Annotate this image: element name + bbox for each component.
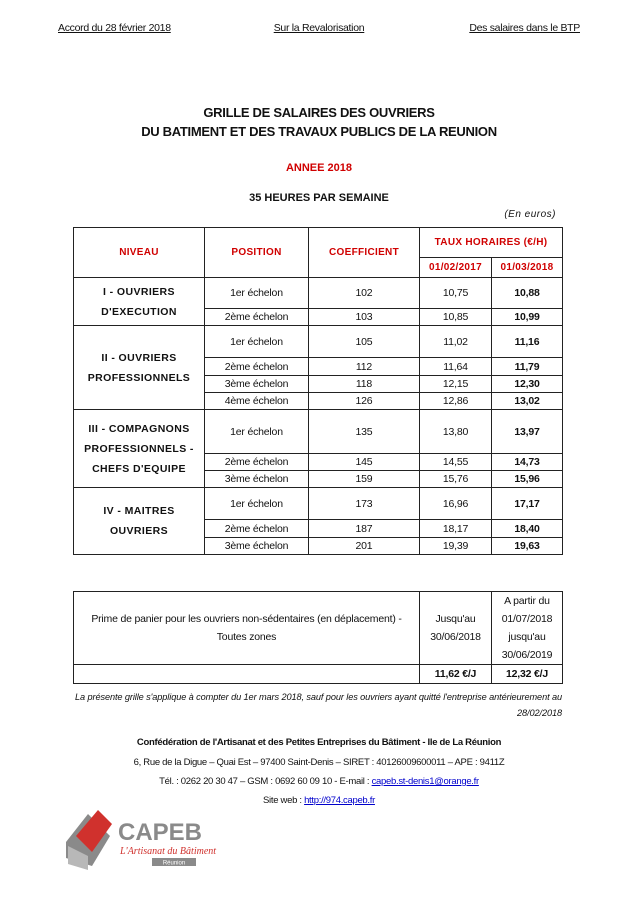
coef-cell: 145 xyxy=(309,454,420,471)
header-agreement-date: Accord du 28 février 2018 xyxy=(58,22,171,34)
col-niveau-header: NIVEAU xyxy=(74,228,205,278)
coef-cell: 159 xyxy=(309,471,420,488)
col-coefficient-header: COEFFICIENT xyxy=(309,228,420,278)
table-row xyxy=(74,326,563,358)
rate-2017-cell: 14,55 xyxy=(420,454,492,471)
coef-cell: 126 xyxy=(309,393,420,410)
prime-value-2: 12,32 €/J xyxy=(492,665,563,684)
application-note: La présente grille s'applique à compter du 1er mars 2018, sauf pour les ouvriers ayant quitté l'entreprise antérieurement au 28/02/2018 xyxy=(75,692,563,718)
footer-organization: Confédération de l'Artisanat et des Petites Entreprises du Bâtiment - Ile de La Réunion xyxy=(136,737,502,748)
year-label: ANNEE 2018 xyxy=(285,162,353,174)
footer-address: 6, Rue de la Digue – Quai Est – 97400 Saint-Denis – SIRET : 40126009600011 – APE : 9411Z xyxy=(133,757,505,768)
rate-2017-cell: 19,39 xyxy=(420,538,492,555)
position-cell: 3ème échelon xyxy=(205,376,309,393)
rate-2017-cell: 12,15 xyxy=(420,376,492,393)
rate-2018-cell: 13,97 xyxy=(492,410,563,454)
table-row xyxy=(74,488,563,520)
capeb-logo-mark-icon xyxy=(62,806,217,876)
coef-cell: 118 xyxy=(309,376,420,393)
prime-label: Prime de panier pour les ouvriers non-sédentaires (en déplacement) - Toutes zones xyxy=(74,592,420,665)
coef-cell: 201 xyxy=(309,538,420,555)
position-cell: 2ème échelon xyxy=(205,520,309,538)
rate-2018-cell: 11,79 xyxy=(492,358,563,376)
col-taux-header: TAUX HORAIRES (€/H) xyxy=(420,228,563,258)
prime-period-1: Jusqu'au 30/06/2018 xyxy=(420,592,492,665)
logo-name: CAPEB xyxy=(118,819,203,846)
rate-2017-cell: 16,96 xyxy=(420,488,492,520)
title-line-2: DU BATIMENT ET DES TRAVAUX PUBLICS DE LA REUNION xyxy=(141,124,497,139)
coef-cell: 103 xyxy=(309,309,420,326)
rate-2017-cell: 10,85 xyxy=(420,309,492,326)
position-cell: 2ème échelon xyxy=(205,309,309,326)
hours-label: 35 HEURES PAR SEMAINE xyxy=(249,192,389,204)
coef-cell: 102 xyxy=(309,278,420,309)
rate-2017-cell: 18,17 xyxy=(420,520,492,538)
position-cell: 1er échelon xyxy=(205,410,309,454)
position-cell: 2ème échelon xyxy=(205,358,309,376)
header-topic: Des salaires dans le BTP xyxy=(469,22,580,34)
logo-tagline: L'Artisanat du Bâtiment xyxy=(120,846,217,857)
salary-table xyxy=(73,227,563,555)
prime-value-1: 11,62 €/J xyxy=(420,665,492,684)
date-1-header: 01/02/2017 xyxy=(420,258,492,278)
website-label: Site web : xyxy=(263,795,305,806)
position-cell: 4ème échelon xyxy=(205,393,309,410)
level-cell: III - COMPAGNONS PROFESSIONNELS - CHEFS D'EQUIPE xyxy=(74,410,205,488)
rate-2018-cell: 11,16 xyxy=(492,326,563,358)
footer-contact xyxy=(0,776,638,787)
contact-text: Tél. : 0262 20 30 47 – GSM : 0692 60 09 10 - E-mail : xyxy=(159,776,372,787)
position-cell: 1er échelon xyxy=(205,326,309,358)
coef-cell: 187 xyxy=(309,520,420,538)
rate-2018-cell: 13,02 xyxy=(492,393,563,410)
header-subject: Sur la Revalorisation xyxy=(273,22,365,34)
capeb-logo xyxy=(62,806,217,876)
position-cell: 3ème échelon xyxy=(205,471,309,488)
rate-2018-cell: 12,30 xyxy=(492,376,563,393)
rate-2017-cell: 15,76 xyxy=(420,471,492,488)
coef-cell: 135 xyxy=(309,410,420,454)
prime-period-2: A partir du 01/07/2018 jusqu'au 30/06/2019 xyxy=(492,592,563,665)
col-position-header: POSITION xyxy=(205,228,309,278)
email-link[interactable]: capeb.st-denis1@orange.fr xyxy=(371,776,479,787)
rate-2017-cell: 12,86 xyxy=(420,393,492,410)
position-cell: 2ème échelon xyxy=(205,454,309,471)
position-cell: 3ème échelon xyxy=(205,538,309,555)
date-2-header: 01/03/2018 xyxy=(492,258,563,278)
rate-2018-cell: 10,88 xyxy=(492,278,563,309)
footer-website xyxy=(0,795,638,806)
rate-2018-cell: 17,17 xyxy=(492,488,563,520)
coef-cell: 112 xyxy=(309,358,420,376)
position-cell: 1er échelon xyxy=(205,488,309,520)
rate-2017-cell: 11,64 xyxy=(420,358,492,376)
rate-2018-cell: 15,96 xyxy=(492,471,563,488)
coef-cell: 173 xyxy=(309,488,420,520)
rate-2017-cell: 13,80 xyxy=(420,410,492,454)
rate-2018-cell: 19,63 xyxy=(492,538,563,555)
rate-2017-cell: 10,75 xyxy=(420,278,492,309)
rate-2018-cell: 18,40 xyxy=(492,520,563,538)
rate-2018-cell: 14,73 xyxy=(492,454,563,471)
website-link[interactable]: http://974.capeb.fr xyxy=(304,795,375,806)
unit-note: (En euros) xyxy=(504,209,556,220)
level-cell: II - OUVRIERS PROFESSIONNELS xyxy=(74,326,205,410)
position-cell: 1er échelon xyxy=(205,278,309,309)
level-cell: IV - MAITRES OUVRIERS xyxy=(74,488,205,555)
rate-2018-cell: 10,99 xyxy=(492,309,563,326)
level-cell: I - OUVRIERS D'EXECUTION xyxy=(74,278,205,326)
title-line-1: GRILLE DE SALAIRES DES OUVRIERS xyxy=(203,105,435,120)
coef-cell: 105 xyxy=(309,326,420,358)
rate-2017-cell: 11,02 xyxy=(420,326,492,358)
table-row xyxy=(74,278,563,309)
table-row xyxy=(74,410,563,454)
prime-table xyxy=(73,591,563,684)
logo-region: Réunion xyxy=(162,860,186,867)
